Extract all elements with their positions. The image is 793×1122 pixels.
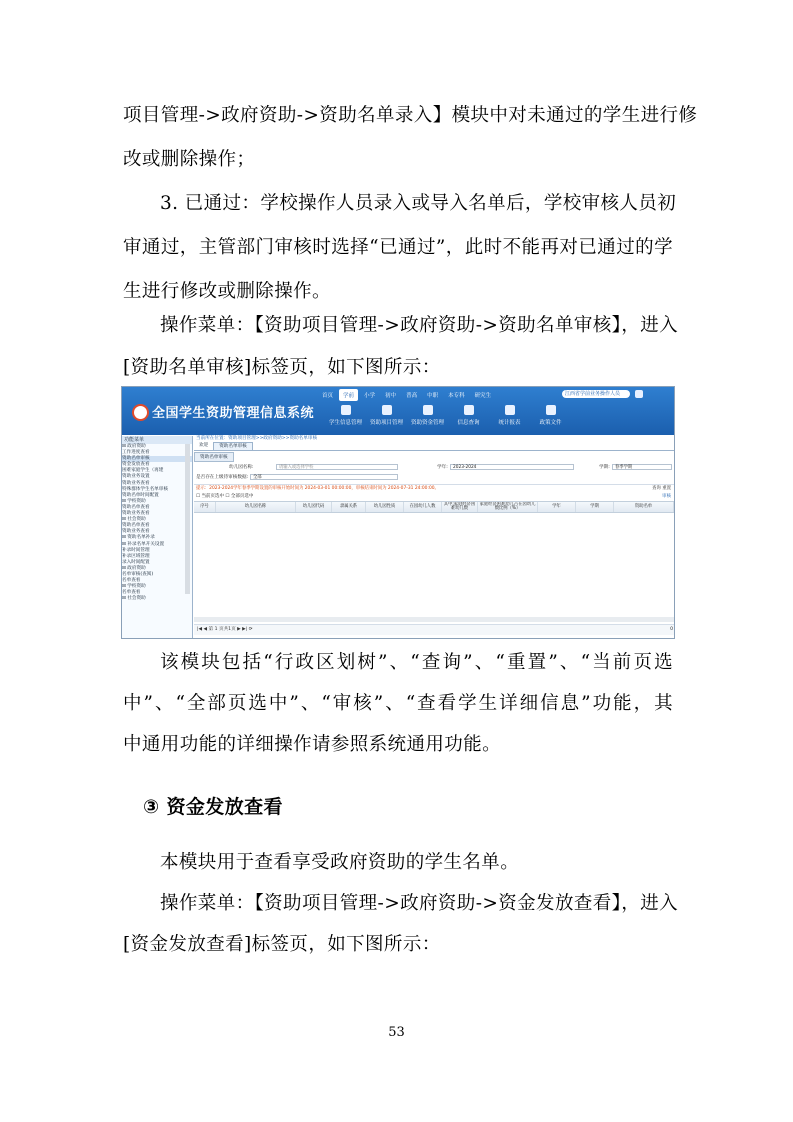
- module-nav: [325, 405, 571, 426]
- stage-tab[interactable]: 小学: [364, 393, 376, 399]
- screenshot-figure: [121, 386, 675, 639]
- sidebar-item[interactable]: ⊟ 社会资助: [122, 596, 146, 602]
- module-label: 信息查询: [457, 420, 480, 426]
- sidebar-item[interactable]: 资助名单查看: [122, 504, 150, 510]
- year-label: 学年:: [437, 465, 448, 470]
- column-header: 幼儿园代码: [296, 502, 332, 512]
- user-icon[interactable]: [635, 390, 643, 398]
- breadcrumb: 当前所在位置：资助项目管理>>政府资助>>资助名单审核: [196, 436, 318, 441]
- paragraph-line: 操作菜单：【资助项目管理->政府资助->资金发放查看】，进入: [160, 893, 679, 914]
- sidebar-item[interactable]: 资助名单时间配置: [122, 492, 159, 498]
- sidebar-item[interactable]: ⊟ 学校资助: [122, 498, 146, 504]
- main-panel: [194, 436, 674, 638]
- wallet-icon: [423, 405, 433, 415]
- search-reset-buttons[interactable]: 查询 重置: [652, 486, 671, 491]
- selection-row: [194, 493, 674, 501]
- sidebar-title: 功能菜单: [122, 436, 192, 444]
- table-header: [194, 501, 674, 513]
- sidebar-item[interactable]: 录入时间配置: [122, 559, 150, 565]
- sidebar-item[interactable]: ⊟ 学校资助: [122, 584, 146, 590]
- section-heading: ③ 资金发放查看: [143, 796, 283, 818]
- module-student-info[interactable]: [325, 405, 366, 426]
- province-select[interactable]: 江西省学前业务操作人员: [562, 390, 630, 398]
- document-icon: [546, 405, 556, 415]
- paragraph-line: 中通用功能的详细操作请参照系统通用功能。: [123, 734, 502, 755]
- tab-welcome[interactable]: 欢迎: [199, 443, 209, 448]
- column-header: 隶属关系: [332, 502, 366, 512]
- stage-tabs: [318, 389, 495, 401]
- search-icon: [464, 405, 474, 415]
- sidebar-scrollbar[interactable]: [185, 444, 190, 594]
- sidebar-item[interactable]: 名单查看: [122, 590, 141, 596]
- select-current-label[interactable]: 当前页选中: [201, 494, 224, 499]
- paragraph-line: 3. 已通过：学校操作人员录入或导入名单后，学校审核人员初: [160, 193, 677, 214]
- sidebar-item[interactable]: 名单查看: [122, 578, 141, 584]
- sidebar-item[interactable]: ⊟ 社会资助: [122, 517, 146, 523]
- sidebar-item[interactable]: ⊟ 资助名单补录: [122, 535, 155, 541]
- paragraph-line: 项目管理->政府资助->资助名单录入】模块中对未通过的学生进行修: [123, 105, 698, 126]
- select-all-label[interactable]: 全部页选中: [230, 494, 254, 499]
- year-select[interactable]: 2023-2024: [450, 464, 574, 470]
- paragraph-line: [资助名单审核]标签页，如下图所示：: [123, 357, 441, 378]
- pager-count: 0: [670, 627, 673, 632]
- stage-tab[interactable]: 初中: [385, 393, 397, 399]
- module-label: 政策文件: [539, 420, 562, 426]
- pager-first-icon[interactable]: |◀ ◀: [197, 627, 208, 632]
- sidebar-item[interactable]: 困难家庭学生（再建: [122, 468, 164, 474]
- module-query[interactable]: [448, 405, 489, 426]
- briefcase-icon: [382, 405, 392, 415]
- sidebar-item[interactable]: 资助业务设置: [122, 474, 150, 480]
- pager-text: 第 1 页共1页: [208, 627, 236, 632]
- audit-button[interactable]: 审核: [662, 494, 671, 499]
- paragraph-line: 本模块用于查看享受政府资助的学生名单。: [160, 852, 520, 873]
- pie-chart-icon: [505, 405, 515, 415]
- column-header: 家庭经济困难幼儿占在园幼儿数比例（%）: [478, 502, 538, 512]
- sub-tab-row: [194, 452, 674, 462]
- stage-tab[interactable]: 研究生: [474, 393, 492, 399]
- audit-label: 是否存在上级待审核数据:: [196, 475, 249, 480]
- tab-audit[interactable]: 资助名单审核: [213, 442, 253, 450]
- module-label: 资助项目管理: [369, 420, 403, 426]
- sidebar-item[interactable]: 资助名单查看: [122, 523, 150, 529]
- tab-bar: [194, 442, 674, 451]
- column-header: 幼儿园性质: [366, 502, 404, 512]
- school-input[interactable]: 请输入或选择学校: [276, 464, 398, 470]
- sidebar-item[interactable]: 特殊群体学生名单审核: [122, 486, 168, 492]
- sidebar-item[interactable]: 资助业务查看: [122, 511, 150, 517]
- column-header: 学期: [576, 502, 614, 512]
- module-report[interactable]: [489, 405, 530, 426]
- system-header: [122, 387, 674, 435]
- sidebar-item[interactable]: ⊟ 政府资助: [122, 565, 146, 571]
- column-header: 序号: [194, 502, 216, 512]
- paragraph-line: 改或删除操作；: [123, 149, 256, 170]
- sidebar-item[interactable]: ⊟ 补录名单开关设置: [122, 541, 165, 547]
- pager-next-icon[interactable]: ▶ ▶| ⟳: [237, 627, 253, 632]
- audit-select[interactable]: 全部: [250, 474, 398, 480]
- column-header: 学年: [538, 502, 576, 512]
- sidebar-item[interactable]: 资助业务查看: [122, 480, 150, 486]
- module-label: 学生信息管理: [328, 420, 362, 426]
- column-header: 资助名单: [614, 502, 674, 512]
- stage-tab[interactable]: 中职: [427, 393, 439, 399]
- users-icon: [341, 405, 351, 415]
- stage-tab[interactable]: 学前: [339, 389, 358, 401]
- paragraph-line: 中”、“全部页选中”、“审核”、“查看学生详细信息”功能，其: [123, 693, 673, 714]
- column-header: 在园幼儿人数: [404, 502, 442, 512]
- sidebar-item[interactable]: 补录区域管理: [122, 553, 150, 559]
- sidebar-item[interactable]: 资金发放查看: [122, 462, 150, 468]
- checkbox-icon[interactable]: ☐: [225, 494, 230, 499]
- module-project[interactable]: [366, 405, 407, 426]
- sidebar-item[interactable]: 名单审核(查阅): [122, 571, 154, 577]
- column-header: 其中:家庭经济困难幼儿数: [442, 502, 478, 512]
- tip-text: 提示：2023-2024学年春季学期设置的审核开始时间为 2024-03-01 00:00:00，审核结束时间为 2024-07-31 24:00:00。: [196, 486, 439, 491]
- pager: [194, 624, 675, 635]
- paragraph-line: 操作菜单：【资助项目管理->政府资助->资助名单审核】，进入: [160, 315, 679, 336]
- tip-row: [194, 485, 674, 493]
- school-label: 幼儿园名称:: [229, 465, 254, 470]
- term-label: 学期:: [599, 465, 610, 470]
- page-number: 53: [388, 1025, 405, 1040]
- stage-tab[interactable]: 首页: [322, 393, 334, 399]
- paragraph-line: 生进行修改或删除操作。: [123, 281, 331, 302]
- column-header: 幼儿园名称: [216, 502, 296, 512]
- paragraph-line: [资金发放查看]标签页，如下图所示：: [123, 934, 441, 955]
- module-label: 统计报表: [498, 420, 521, 426]
- system-title: 全国学生资助管理信息系统: [152, 406, 315, 421]
- query-form: [194, 462, 674, 485]
- paragraph-line: 该模块包括“行政区划树”、“查询”、“重置”、“当前页选: [160, 652, 673, 673]
- module-label: 资助资金管理: [410, 420, 444, 426]
- sidebar-menu: [122, 436, 193, 638]
- checkbox-icon[interactable]: ☐: [196, 494, 201, 499]
- sidebar-item[interactable]: ⊟ 政府资助: [122, 444, 146, 449]
- logo-icon: [132, 404, 149, 421]
- sidebar-item[interactable]: 资助业务查看: [122, 529, 150, 535]
- sidebar-item[interactable]: 补录时间管理: [122, 547, 150, 553]
- stage-tab[interactable]: 普高: [406, 393, 418, 399]
- module-fund[interactable]: [407, 405, 448, 426]
- module-policy[interactable]: [530, 405, 571, 426]
- sidebar-item[interactable]: 工作进度查看: [122, 450, 150, 456]
- sidebar-item[interactable]: 资助名单审核: [122, 456, 192, 462]
- paragraph-line: 审通过，主管部门审核时选择“已通过”，此时不能再对已通过的学: [123, 237, 673, 258]
- horizontal-scrollbar[interactable]: [194, 617, 674, 622]
- stage-tab[interactable]: 本专科: [448, 393, 465, 399]
- term-select[interactable]: 春季学期: [612, 464, 672, 470]
- sub-tab-audit[interactable]: 资助名单审核: [194, 452, 234, 462]
